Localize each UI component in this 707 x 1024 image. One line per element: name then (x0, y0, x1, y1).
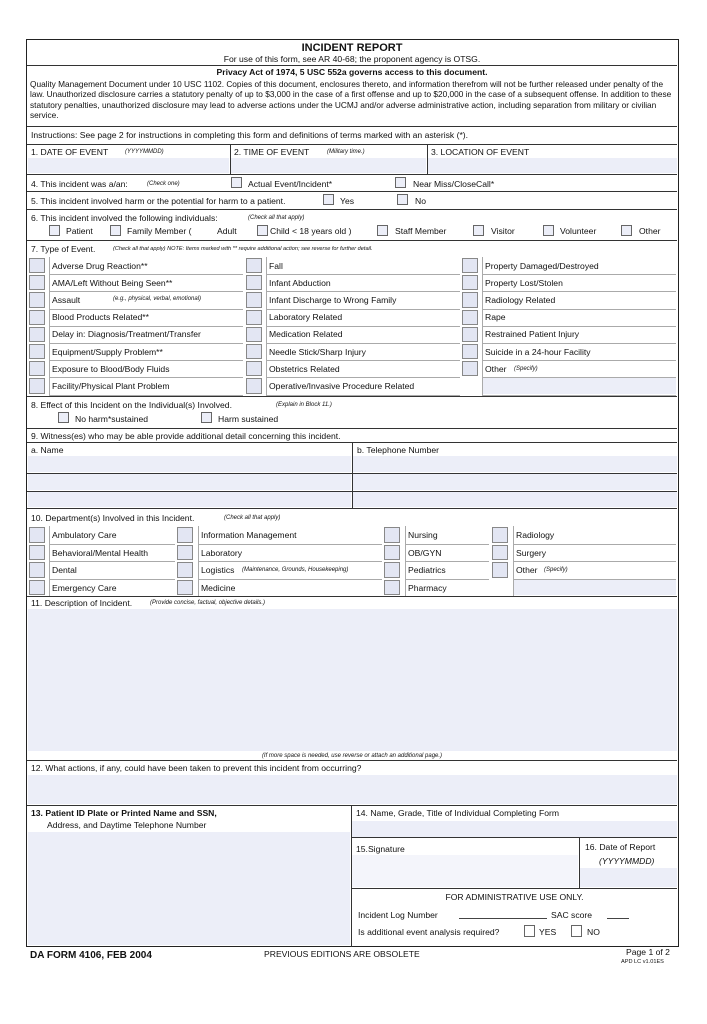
dept-col1-1-label: Behavioral/Mental Health (52, 547, 149, 558)
event-col2-7-label: Operative/Invasive Procedure Related (269, 380, 415, 391)
analysis-yes-label: YES (539, 927, 557, 937)
block-2-label: 2. TIME OF EVENT (234, 147, 310, 157)
witness-name-2-input[interactable] (28, 474, 351, 490)
block-11-hint: (Provide concise, factual, objective details.) (150, 600, 266, 606)
family-member-checkbox[interactable] (110, 225, 121, 236)
block-10-hint: (Check all that apply) (224, 515, 281, 521)
privacy-act-heading: Privacy Act of 1974, 5 USC 552a governs access to this document. (216, 67, 488, 77)
dept-col2-0-label: Information Management (201, 530, 297, 540)
form-subtitle: For use of this form, see AR 40-68; the proponent agency is OTSG. (223, 54, 481, 64)
dept-col3-2-label: Pediatrics (408, 565, 446, 575)
dept-col1-1-checkbox[interactable] (29, 545, 45, 561)
block-11-label: 11. Description of Incident. (31, 598, 133, 608)
event-col1-3-label: Blood Products Related** (52, 312, 149, 323)
harm-no-checkbox[interactable] (397, 194, 408, 205)
event-col2-5-checkbox[interactable] (246, 344, 262, 359)
block-11-footnote: (If more space is needed, use reverse or attach an additional page.) (261, 753, 443, 759)
dept-col3-3-checkbox[interactable] (384, 580, 400, 596)
privacy-act-text: Quality Management Document under 10 USC 1102. Copies of this document, enclosures thereto, and information therefrom will not be further released under penalty of the law. Unauthorized disclosure carries a statutory penalty of up to $3,000 in the case of a first offense and up to $20,000 in the case of a subsequent offense. In addition to these statutory penalties, unauthorized disclosure may lead to adverse actions under the UCMJ and/or adverse administrative action, including separation from military or civilian service. (30, 79, 672, 120)
type-of-event-grid (27, 257, 677, 395)
block-7-label: 7. Type of Event. (31, 244, 96, 254)
dept-col2-0-checkbox[interactable] (177, 527, 193, 543)
dept-col2-3-checkbox[interactable] (177, 580, 193, 596)
event-col1-5-label: Equipment/Supply Problem** (52, 346, 163, 357)
dept-col2-2-label: Logistics (201, 565, 235, 575)
block-8-label: 8. Effect of this Incident on the Individual(s) Involved. (31, 400, 232, 410)
child-checkbox[interactable] (257, 225, 268, 236)
harm-sustained-checkbox[interactable] (201, 412, 212, 423)
block-2-hint: (Military time.) (327, 149, 365, 155)
block-15-label: 15.Signature (356, 844, 405, 854)
prevention-textarea[interactable] (28, 775, 677, 804)
sac-score-input[interactable] (607, 918, 629, 919)
location-of-event-input[interactable] (428, 158, 677, 173)
event-col2-2-checkbox[interactable] (246, 292, 262, 307)
block-5-label: 5. This incident involved harm or the potential for harm to a patient. (31, 196, 286, 206)
version-code: APD LC v1.01ES (621, 959, 664, 965)
event-col2-4-label: Medication Related (269, 329, 343, 340)
event-col1-0-checkbox[interactable] (29, 258, 45, 273)
instructions: Instructions: See page 2 for instructions in completing this form and definitions of terms marked with an asterisk (*). (31, 130, 469, 140)
block-6-label: 6. This incident involved the following individuals: (31, 213, 218, 223)
event-col3-1-checkbox[interactable] (462, 275, 478, 290)
description-textarea[interactable] (28, 609, 677, 751)
event-col2-2-label: Infant Discharge to Wrong Family (269, 294, 397, 305)
block-3-label: 3. LOCATION OF EVENT (431, 147, 530, 157)
event-col3-3-checkbox[interactable] (462, 310, 478, 325)
witness-phone-1-input[interactable] (353, 456, 677, 472)
dept-other-hint: (Specify) (544, 567, 568, 573)
dept-col1-3-checkbox[interactable] (29, 580, 45, 596)
block-9-label: 9. Witness(es) who may be able provide additional detail concerning this incident. (31, 431, 341, 441)
event-col3-0-checkbox[interactable] (462, 258, 478, 273)
witness-phone-header: b. Telephone Number (357, 445, 440, 455)
event-col1-1-checkbox[interactable] (29, 275, 45, 290)
dept-col3-1-checkbox[interactable] (384, 545, 400, 561)
dept-col3-0-checkbox[interactable] (384, 527, 400, 543)
time-of-event-input[interactable] (231, 158, 426, 173)
dept-col4-0-label: Radiology (516, 530, 555, 540)
event-other-hint: (Specify) (514, 366, 538, 373)
event-col1-1-label: AMA/Left Without Being Seen** (52, 277, 173, 288)
event-col2-3-checkbox[interactable] (246, 310, 262, 325)
completer-name-input[interactable] (352, 821, 677, 837)
dept-col3-2-checkbox[interactable] (384, 562, 400, 578)
event-col2-1-label: Infant Abduction (269, 277, 331, 288)
patient-checkbox[interactable] (49, 225, 60, 236)
dept-col1-0-label: Ambulatory Care (52, 530, 117, 540)
dept-col3-3-label: Pharmacy (408, 582, 447, 593)
block-6-hint: (Check all that apply) (248, 215, 305, 221)
logistics-hint: (Maintenance, Grounds, Housekeeping) (242, 567, 349, 573)
block-13-label-2: Address, and Daytime Telephone Number (47, 820, 207, 830)
event-col1-6-checkbox[interactable] (29, 361, 45, 376)
dept-col2-2-checkbox[interactable] (177, 562, 193, 578)
block-8-hint: (Explain in Block 11.) (276, 402, 332, 408)
patient-label: Patient (66, 226, 93, 236)
actual-event-checkbox[interactable] (231, 177, 242, 188)
form-title: INCIDENT REPORT (301, 42, 403, 54)
witness-name-3-input[interactable] (28, 492, 351, 507)
event-col1-5-checkbox[interactable] (29, 344, 45, 359)
event-col3-2-label: Radiology Related (485, 294, 556, 305)
witness-phone-3-input[interactable] (353, 492, 677, 507)
near-miss-checkbox[interactable] (395, 177, 406, 188)
dept-col4-2-label: Other (516, 565, 538, 575)
no-harm-label: No harm*sustained (75, 414, 149, 424)
event-other-specify-input[interactable] (482, 378, 676, 393)
other-individual-label: Other (639, 226, 661, 236)
dept-col4-1-label: Surgery (516, 547, 547, 558)
event-col2-6-checkbox[interactable] (246, 361, 262, 376)
analysis-no-checkbox[interactable] (571, 925, 582, 937)
block-13-label: 13. Patient ID Plate or Printed Name and SSN, (31, 808, 217, 818)
event-col3-3-label: Rape (485, 312, 506, 323)
dept-other-specify-input[interactable] (513, 580, 676, 596)
event-col2-3-label: Laboratory Related (269, 312, 343, 323)
harm-yes-label: Yes (340, 196, 355, 206)
block-16-label: 16. Date of Report (585, 842, 656, 852)
admin-title: FOR ADMINISTRATIVE USE ONLY. (445, 892, 584, 902)
event-col3-4-label: Restrained Patient Injury (485, 329, 580, 340)
event-col2-5-label: Needle Stick/Sharp Injury (269, 346, 366, 357)
event-col1-0-label: Adverse Drug Reaction** (52, 260, 148, 271)
analysis-no-label: NO (587, 927, 600, 937)
harm-sustained-label: Harm sustained (218, 414, 279, 424)
event-col2-0-label: Fall (269, 260, 283, 271)
assault-hint: (e.g., physical, verbal, emotional) (113, 296, 202, 303)
incident-log-label: Incident Log Number (358, 910, 438, 920)
dept-col4-2-checkbox[interactable] (492, 562, 508, 578)
dept-col1-2-checkbox[interactable] (29, 562, 45, 578)
adult-label: Adult (217, 226, 237, 236)
event-col1-4-label: Delay in: Diagnosis/Treatment/Transfer (52, 329, 201, 340)
block-4-hint: (Check one) (147, 181, 180, 187)
dept-col4-1-checkbox[interactable] (492, 545, 508, 561)
date-of-report-input[interactable] (580, 868, 677, 887)
form-number: DA FORM 4106, FEB 2004 (30, 950, 152, 961)
dept-col3-1-label: OB/GYN (408, 547, 442, 558)
event-col3-0-label: Property Damaged/Destroyed (485, 260, 599, 271)
dept-col1-3-label: Emergency Care (52, 582, 117, 593)
event-col3-5-label: Suicide in a 24-hour Facility (485, 346, 591, 357)
no-harm-checkbox[interactable] (58, 412, 69, 423)
dept-col1-2-label: Dental (52, 565, 77, 575)
child-label: Child < 18 years old ) (270, 226, 352, 236)
dept-col1-0-checkbox[interactable] (29, 527, 45, 543)
near-miss-label: Near Miss/CloseCall* (413, 179, 495, 189)
incident-report-form (26, 39, 679, 947)
patient-id-input[interactable] (28, 832, 350, 945)
event-col2-4-checkbox[interactable] (246, 327, 262, 342)
departments-grid (27, 526, 677, 596)
visitor-checkbox[interactable] (473, 225, 484, 236)
event-col3-5-checkbox[interactable] (462, 344, 478, 359)
witness-name-header: a. Name (31, 445, 64, 455)
witness-phone-2-input[interactable] (353, 474, 677, 490)
event-col3-2-checkbox[interactable] (462, 292, 478, 307)
block-16-hint: (YYYYMMDD) (599, 856, 655, 866)
block-1-hint: (YYYYMMDD) (125, 149, 164, 155)
other-individual-checkbox[interactable] (621, 225, 632, 236)
dept-col3-0-label: Nursing (408, 530, 438, 540)
event-col3-1-label: Property Lost/Stolen (485, 277, 563, 288)
analysis-yes-checkbox[interactable] (524, 925, 535, 937)
incident-log-input[interactable] (459, 918, 547, 919)
block-14-label: 14. Name, Grade, Title of Individual Completing Form (356, 808, 559, 818)
sac-score-label: SAC score (551, 910, 593, 920)
block-12-label: 12. What actions, if any, could have been taken to prevent this incident from occurring? (31, 763, 362, 773)
block-1-label: 1. DATE OF EVENT (31, 147, 109, 157)
signature-field[interactable] (352, 855, 578, 887)
visitor-label: Visitor (491, 226, 515, 236)
event-col3-6-checkbox[interactable] (462, 361, 478, 376)
volunteer-label: Volunteer (560, 226, 597, 236)
actual-event-label: Actual Event/Incident* (248, 179, 333, 189)
event-col1-3-checkbox[interactable] (29, 310, 45, 325)
page-number: Page 1 of 2 (626, 947, 670, 957)
event-col1-2-checkbox[interactable] (29, 292, 45, 307)
date-of-event-input[interactable] (28, 158, 229, 173)
block-7-hint: (Check all that apply) NOTE: Items marked with ** require additional action; see reverse for further detail. (113, 246, 373, 252)
event-col1-4-checkbox[interactable] (29, 327, 45, 342)
harm-yes-checkbox[interactable] (323, 194, 334, 205)
dept-col2-3-label: Medicine (201, 582, 236, 593)
event-col2-7-checkbox[interactable] (246, 378, 262, 393)
witness-name-1-input[interactable] (28, 456, 351, 472)
event-col3-4-checkbox[interactable] (462, 327, 478, 342)
event-col2-6-label: Obstetrics Related (269, 363, 340, 374)
analysis-question: Is additional event analysis required? (358, 927, 500, 937)
dept-col2-1-label: Laboratory (201, 547, 243, 558)
dept-col4-0-checkbox[interactable] (492, 527, 508, 543)
block-4-label: 4. This incident was a/an: (31, 179, 128, 189)
event-col3-6-label: Other (485, 363, 507, 374)
staff-member-checkbox[interactable] (377, 225, 388, 236)
event-col1-7-label: Facility/Physical Plant Problem (52, 380, 170, 391)
event-col2-1-checkbox[interactable] (246, 275, 262, 290)
staff-member-label: Staff Member (395, 226, 447, 236)
editions-note: PREVIOUS EDITIONS ARE OBSOLETE (264, 949, 420, 959)
event-col2-0-checkbox[interactable] (246, 258, 262, 273)
volunteer-checkbox[interactable] (543, 225, 554, 236)
family-member-label: Family Member ( (127, 226, 192, 236)
event-col1-2-label: Assault (52, 294, 81, 305)
harm-no-label: No (415, 196, 426, 206)
block-10-label: 10. Department(s) Involved in this Incident. (31, 513, 195, 523)
event-col1-6-label: Exposure to Blood/Body Fluids (52, 363, 170, 374)
event-col1-7-checkbox[interactable] (29, 378, 45, 393)
dept-col2-1-checkbox[interactable] (177, 545, 193, 561)
